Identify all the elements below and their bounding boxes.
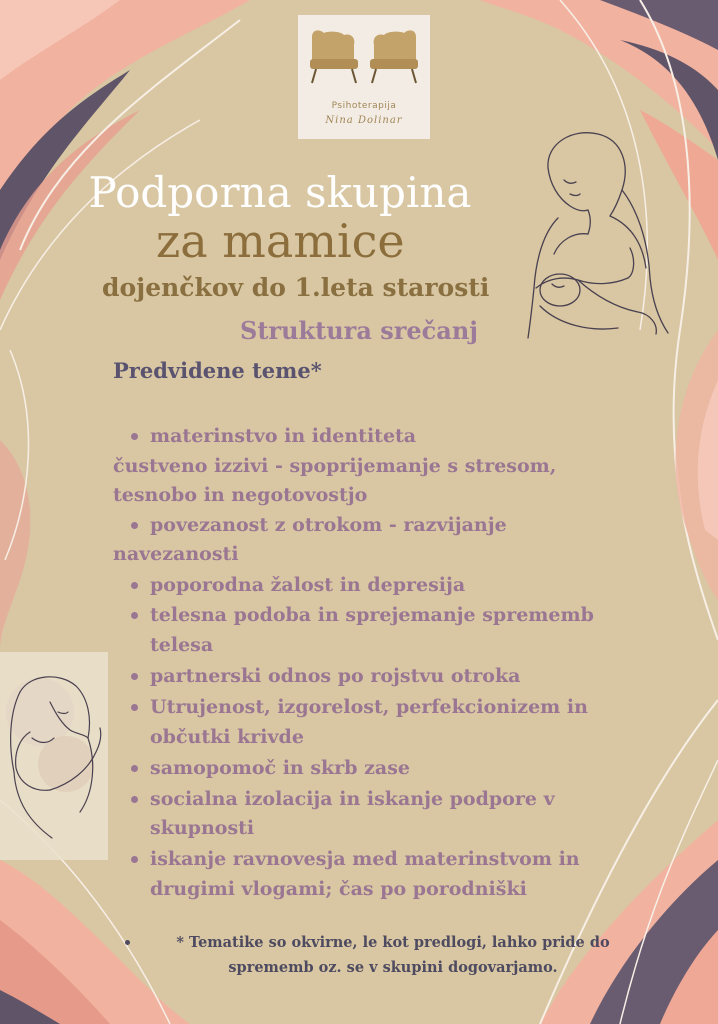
- topic-item: Utrujenost, izgorelost, perfekcionizem in: [150, 696, 588, 718]
- bullet-icon: [131, 796, 138, 803]
- topic-item: telesna podoba in sprejemanje sprememb: [150, 604, 594, 626]
- bullet-icon: [131, 522, 138, 529]
- bullet-icon: [131, 704, 138, 711]
- title-line3: dojenčkov do 1.leta starosti: [102, 273, 490, 302]
- footnote-line2: sprememb oz. se v skupini dogovarjamo.: [228, 959, 558, 976]
- bullet-icon: [131, 673, 138, 680]
- topic-item: drugimi vlogami; čas po porodniški: [150, 878, 527, 900]
- bullet-icon: [131, 765, 138, 772]
- topic-item: iskanje ravnovesja med materinstvom in: [150, 848, 580, 870]
- breastfeeding-mother-illustration: [518, 128, 688, 348]
- topic-item: poporodna žalost in depresija: [150, 574, 466, 596]
- title-line2: za mamice: [156, 214, 405, 268]
- logo-brand-text: Psihoterapija: [331, 101, 397, 111]
- topic-item: povezanost z otrokom - razvijanje: [150, 514, 507, 536]
- logo-name-text: Nina Dolinar: [325, 115, 403, 126]
- topic-item: socialna izolacija in iskanje podpore v: [150, 788, 555, 810]
- bullet-icon: [131, 612, 138, 619]
- bullet-icon: [131, 856, 138, 863]
- footnote: [158, 930, 628, 980]
- logo: [298, 15, 430, 139]
- topic-item: občutki krivde: [150, 726, 304, 748]
- bullet-icon: [131, 433, 138, 440]
- title-line1: Podporna skupina: [88, 168, 472, 217]
- topic-item: partnerski odnos po rojstvu otroka: [150, 665, 521, 687]
- footnote-line1: * Tematike so okvirne, le kot predlogi, lahko pride do: [176, 934, 610, 951]
- armchairs-logo-icon: [298, 15, 430, 101]
- section-subtitle: Struktura srečanj: [240, 316, 478, 345]
- topic-item: materinstvo in identiteta: [150, 425, 417, 447]
- topic-item: telesa: [150, 634, 214, 656]
- bullet-icon: [131, 582, 138, 589]
- topics-heading: Predvidene teme*: [113, 358, 322, 383]
- topic-item: tesnobo in negotovostjo: [113, 484, 368, 506]
- mother-hugging-child-illustration: [0, 652, 108, 860]
- topic-item: samopomoč in skrb zase: [150, 757, 411, 779]
- footnote-bullet-icon: [125, 940, 130, 945]
- topic-item: skupnosti: [150, 817, 255, 839]
- topic-item: čustveno izzivi - spoprijemanje s stresom,: [113, 455, 557, 477]
- topic-item: navezanosti: [113, 543, 239, 565]
